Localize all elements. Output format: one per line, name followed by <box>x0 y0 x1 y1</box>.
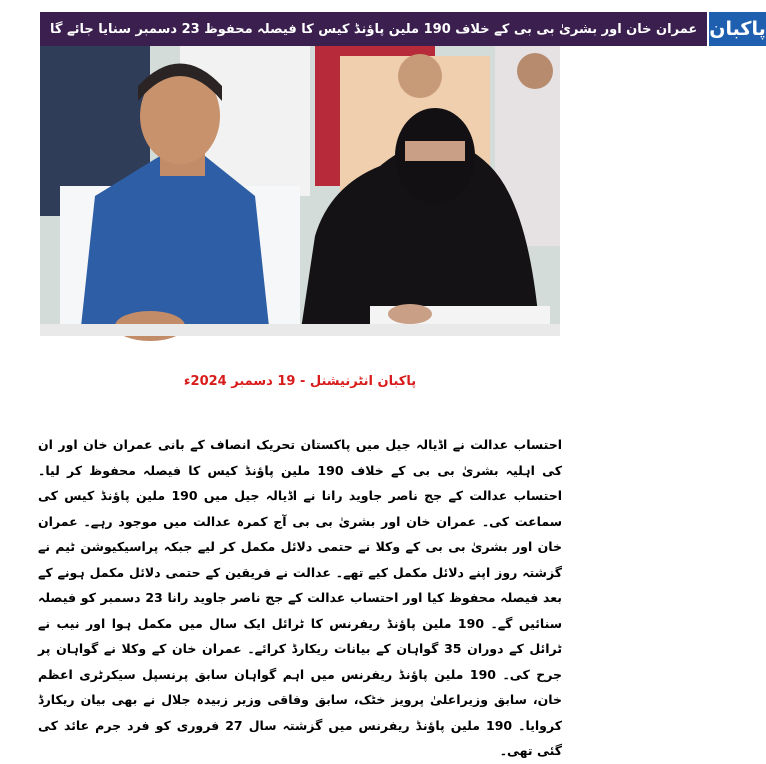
headline-text: عمران خان اور بشریٰ بی بی کے خلاف 190 ملین پاؤنڈ کیس کا فیصلہ محفوظ 23 دسمبر سنایا جائے گا <box>40 12 707 46</box>
news-photo-illustration <box>40 46 560 336</box>
dateline: پاکبان انٹرنیشنل - 19 دسمبر 2024ء <box>183 374 417 389</box>
article-body: احتساب عدالت نے اڈیالہ جیل میں پاکستان تحریک انصاف کے بانی عمران خان اور ان کی اہلیہ بشریٰ بی بی کے خلاف 190 ملین پاؤنڈ کیس کا فیصلہ محفوظ کر لیا۔ احتساب عدالت کے جج ناصر جاوید رانا نے اڈیالہ جیل میں 190 ملین پاؤنڈ کیس کی سماعت کی۔ عمران خان اور بشریٰ بی بی آج کمرہ عدالت میں موجود رہے۔ عمران خان اور بشریٰ بی بی کے وکلا نے حتمی دلائل مکمل کر لیے جبکہ پراسیکیوشن ٹیم نے گزشتہ روز اپنے دلائل مکمل کیے تھے۔ عدالت نے فریقین کے حتمی دلائل مکمل ہونے کے بعد فیصلہ محفوظ کیا اور احتساب عدالت کے جج ناصر جاوید رانا 23 دسمبر کو فیصلہ سنائیں گے۔ 190 ملین پاؤنڈ ریفرنس کا ٹرائل ایک سال میں مکمل ہوا اور نیب نے ٹرائل کے دوران 35 گواہان کے بیانات ریکارڈ کرائے۔ عمران خان کے وکلا نے گواہان پر جرح کی۔ 190 ملین پاؤنڈ ریفرنس میں اہم گواہان سابق پرنسپل سیکرٹری اعظم خان، سابق وزیراعلیٰ پرویز خٹک، سابق وفاقی وزیر زبیدہ جلال نے بھی بیان ریکارڈ کروایا۔ 190 ملین پاؤنڈ ریفرنس میں گزشتہ سال 27 فروری کو فرد جرم عائد کی گئی تھی۔ <box>38 437 563 758</box>
news-photo <box>40 46 560 336</box>
headline-header <box>40 12 766 46</box>
brand-logo: پاکبان <box>707 12 765 46</box>
